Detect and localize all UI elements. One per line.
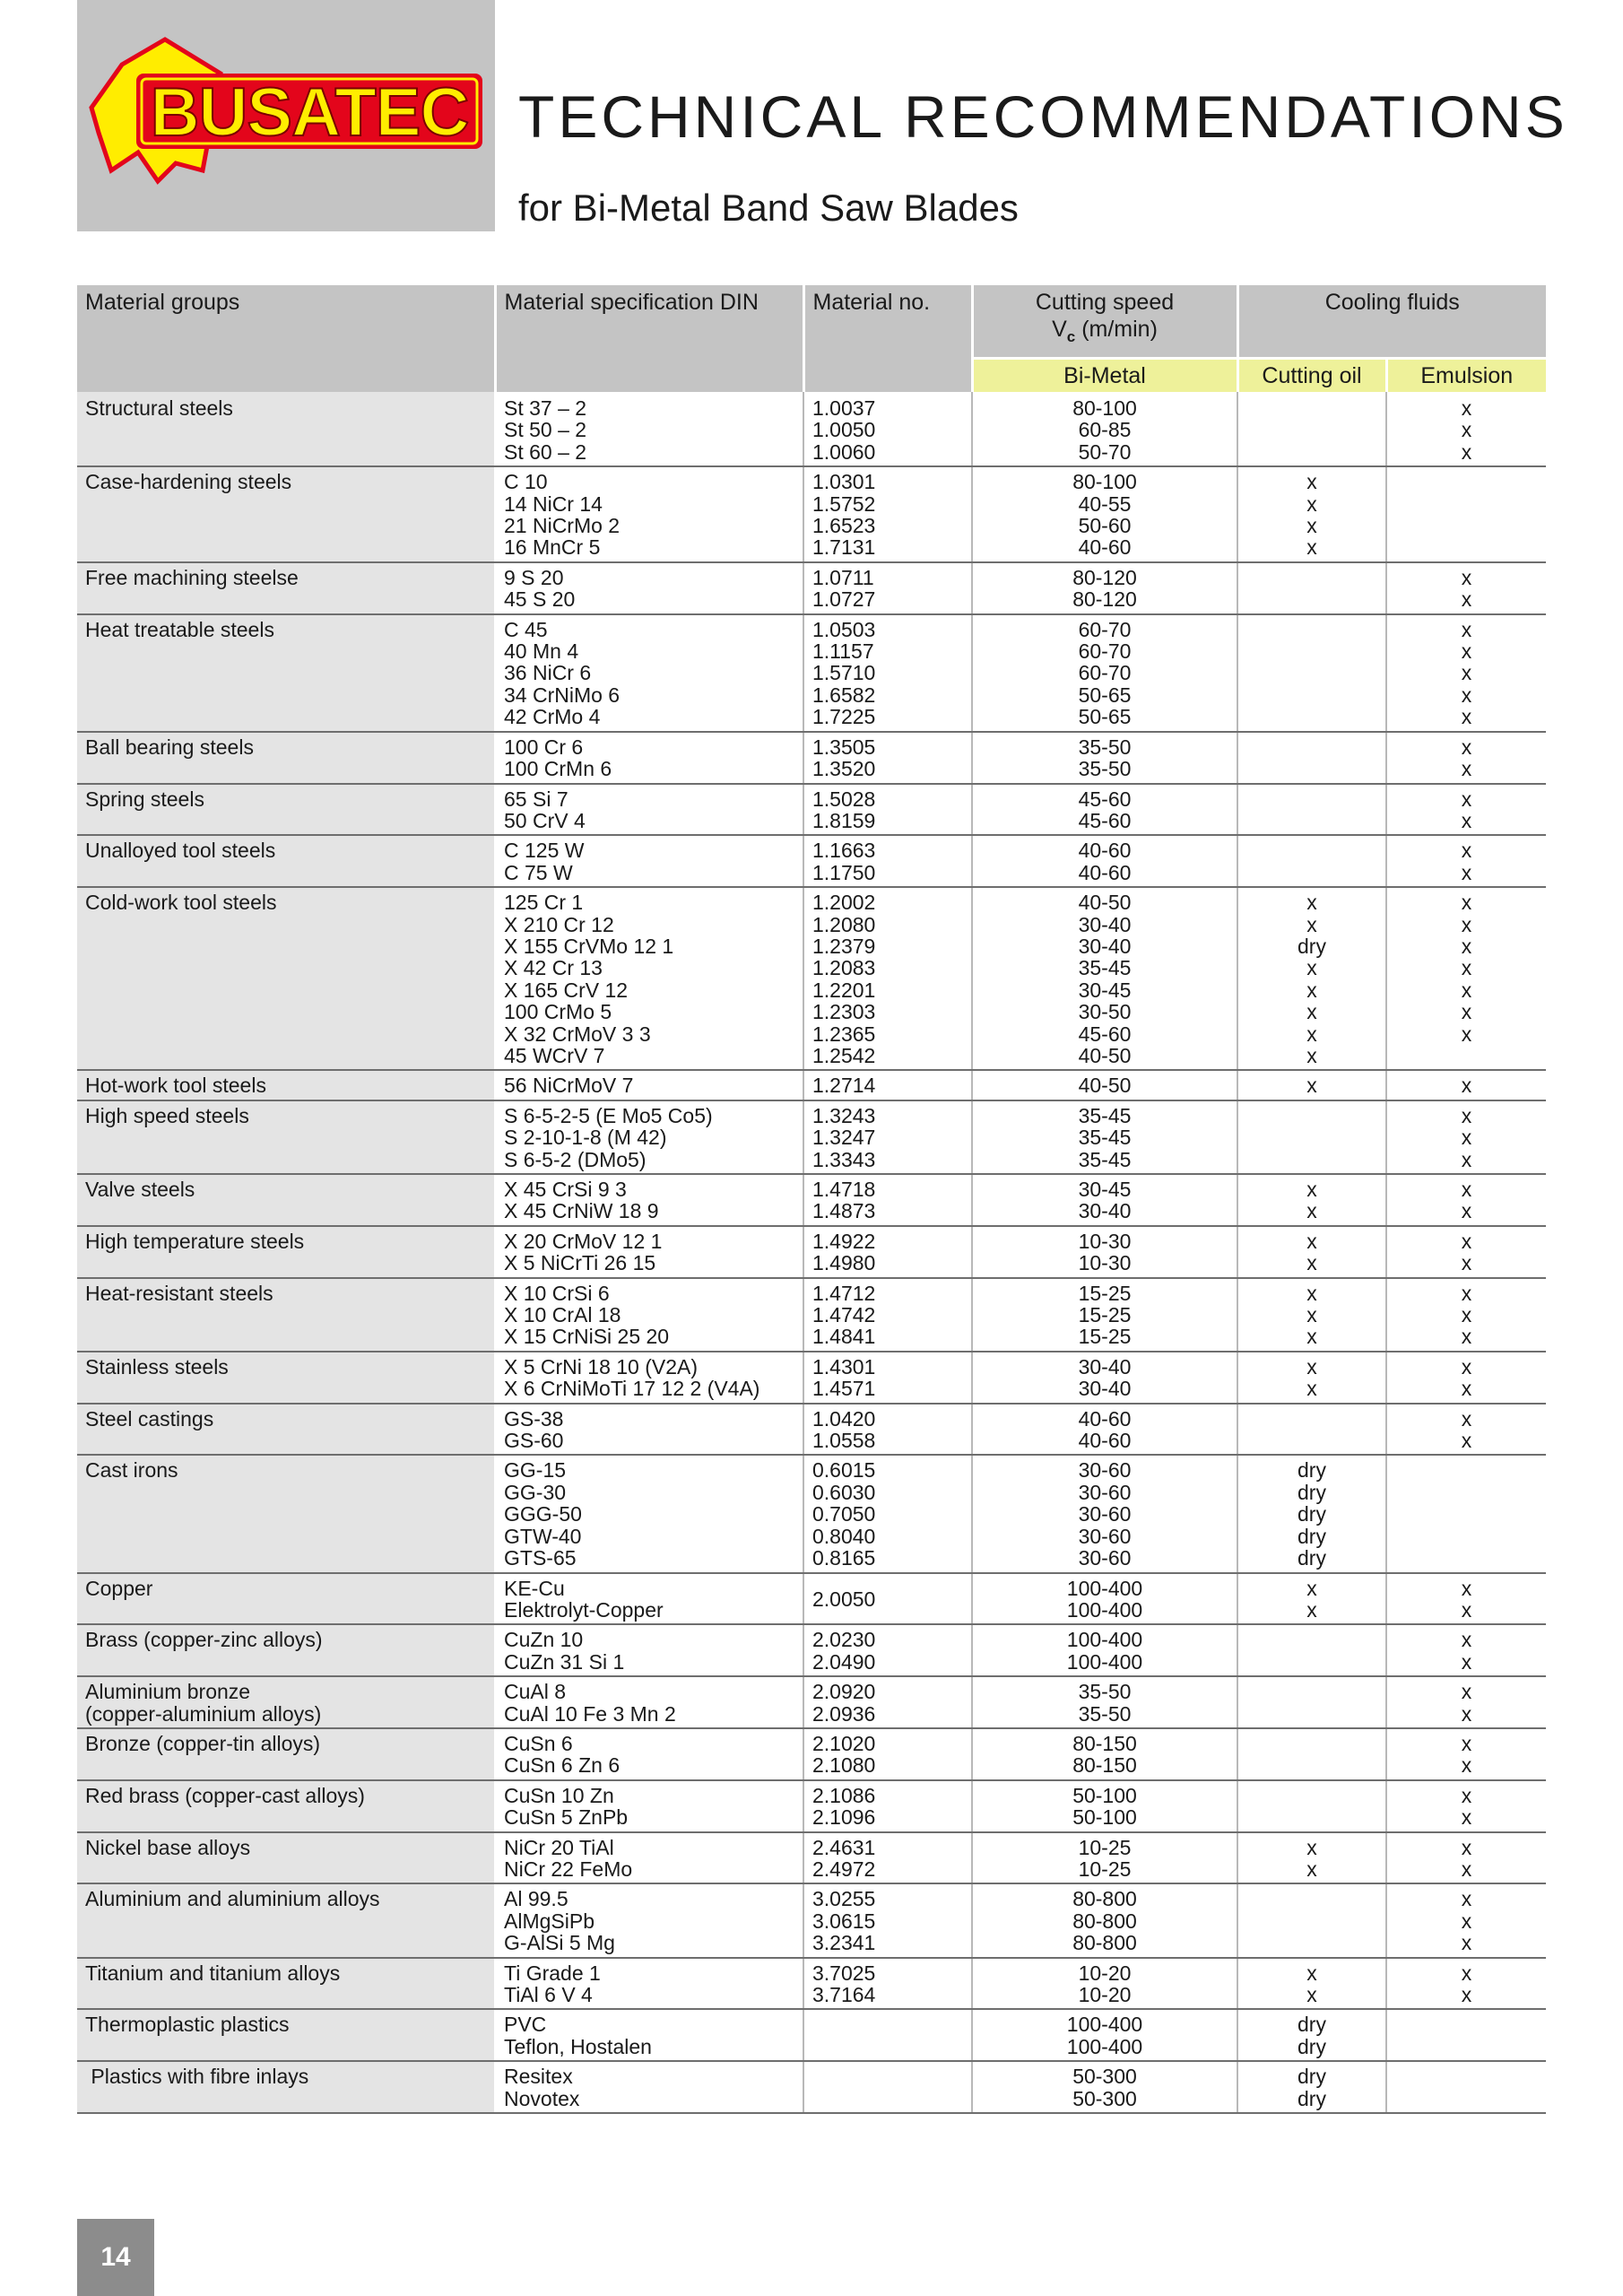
emulsion-cell: x x bbox=[1386, 835, 1546, 887]
cutting-oil-cell: x x bbox=[1237, 1958, 1386, 2010]
material-group-cell: Nickel base alloys bbox=[77, 1832, 495, 1884]
material-group-cell: Spring steels bbox=[77, 784, 495, 836]
material-no-cell: 1.0037 1.0050 1.0060 bbox=[803, 392, 972, 466]
table-row bbox=[77, 1883, 1546, 1957]
emulsion-cell: x x bbox=[1386, 1352, 1546, 1404]
material-group-cell: Red brass (copper-cast alloys) bbox=[77, 1780, 495, 1832]
cutting-speed-cell: 15-25 15-25 15-25 bbox=[972, 1278, 1237, 1352]
cutting-speed-cell: 35-50 35-50 bbox=[972, 1676, 1237, 1728]
cutting-speed-cell: 80-150 80-150 bbox=[972, 1728, 1237, 1780]
technical-recommendations-table bbox=[77, 285, 1546, 2114]
material-group-cell: Bronze (copper-tin alloys) bbox=[77, 1728, 495, 1780]
table-row bbox=[77, 1780, 1546, 1832]
cutting-speed-cell: 30-60 30-60 30-60 30-60 30-60 bbox=[972, 1455, 1237, 1572]
emulsion-cell: x x bbox=[1386, 1573, 1546, 1625]
cutting-speed-cell: 40-50 30-40 30-40 35-45 30-45 30-50 45-60 40-50 bbox=[972, 887, 1237, 1070]
emulsion-cell: x x bbox=[1386, 1676, 1546, 1728]
cutting-speed-cell: 10-20 10-20 bbox=[972, 1958, 1237, 2010]
cutting-oil-cell: x x dry x x x x x bbox=[1237, 887, 1386, 1070]
header-cutting-oil: Cutting oil bbox=[1237, 359, 1386, 393]
material-no-cell: 2.1086 2.1096 bbox=[803, 1780, 972, 1832]
cutting-oil-cell bbox=[1237, 732, 1386, 784]
cutting-speed-cell: 30-45 30-40 bbox=[972, 1174, 1237, 1226]
table-row bbox=[77, 1624, 1546, 1676]
cutting-oil-cell: x x x x bbox=[1237, 466, 1386, 562]
material-group-cell: Hot-work tool steels bbox=[77, 1070, 495, 1100]
emulsion-cell: x x bbox=[1386, 732, 1546, 784]
table-row bbox=[77, 887, 1546, 1070]
material-no-cell: 3.0255 3.0615 3.2341 bbox=[803, 1883, 972, 1957]
cutting-speed-cell: 80-100 60-85 50-70 bbox=[972, 392, 1237, 466]
header-cutting-speed bbox=[972, 285, 1237, 359]
table-row bbox=[77, 732, 1546, 784]
material-group-cell: Stainless steels bbox=[77, 1352, 495, 1404]
table-row bbox=[77, 1676, 1546, 1728]
svg-text:BUSATEC: BUSATEC bbox=[150, 74, 469, 151]
material-group-cell: Cast irons bbox=[77, 1455, 495, 1572]
header-material-spec: Material specification DIN bbox=[495, 285, 803, 392]
header-cutting-speed-unit: $V_c$ (m/min) bbox=[1052, 317, 1158, 345]
material-no-cell: 1.0711 1.0727 bbox=[803, 562, 972, 614]
header-bi-metal: Bi-Metal bbox=[972, 359, 1237, 393]
cutting-oil-cell bbox=[1237, 1883, 1386, 1957]
cutting-oil-cell bbox=[1237, 1100, 1386, 1174]
material-no-cell: 2.0050 bbox=[803, 1573, 972, 1625]
cutting-oil-cell: x x bbox=[1237, 1832, 1386, 1884]
header-material-no: Material no. bbox=[803, 285, 972, 392]
material-spec-cell: C 45 40 Mn 4 36 NiCr 6 34 CrNiMo 6 42 CrMo 4 bbox=[495, 614, 803, 732]
emulsion-cell: x x bbox=[1386, 1780, 1546, 1832]
cutting-oil-cell bbox=[1237, 1404, 1386, 1456]
table-body bbox=[77, 392, 1546, 2113]
page-subtitle: for Bi-Metal Band Saw Blades bbox=[518, 187, 1019, 229]
material-no-cell: 1.4712 1.4742 1.4841 bbox=[803, 1278, 972, 1352]
material-group-cell: Structural steels bbox=[77, 392, 495, 466]
cutting-speed-cell: 10-25 10-25 bbox=[972, 1832, 1237, 1884]
table-row bbox=[77, 1100, 1546, 1174]
table-row bbox=[77, 1728, 1546, 1780]
cutting-speed-cell: 60-70 60-70 60-70 50-65 50-65 bbox=[972, 614, 1237, 732]
material-no-cell: 1.3243 1.3247 1.3343 bbox=[803, 1100, 972, 1174]
emulsion-cell bbox=[1386, 2009, 1546, 2061]
emulsion-cell: x x x x x bbox=[1386, 614, 1546, 732]
material-group-cell: Free machining steelse bbox=[77, 562, 495, 614]
table-row bbox=[77, 784, 1546, 836]
emulsion-cell: x bbox=[1386, 1070, 1546, 1100]
material-spec-cell: GS-38 GS-60 bbox=[495, 1404, 803, 1456]
material-group-cell: Heat-resistant steels bbox=[77, 1278, 495, 1352]
material-no-cell: 1.4301 1.4571 bbox=[803, 1352, 972, 1404]
cutting-oil-cell bbox=[1237, 1676, 1386, 1728]
emulsion-cell: x x bbox=[1386, 1226, 1546, 1278]
cutting-oil-cell: x x bbox=[1237, 1352, 1386, 1404]
table-row bbox=[77, 392, 1546, 466]
material-no-cell bbox=[803, 2009, 972, 2061]
material-spec-cell: CuSn 10 Zn CuSn 5 ZnPb bbox=[495, 1780, 803, 1832]
emulsion-cell: x x bbox=[1386, 1174, 1546, 1226]
cutting-speed-cell: 40-60 40-60 bbox=[972, 1404, 1237, 1456]
material-no-cell: 2.1020 2.1080 bbox=[803, 1728, 972, 1780]
material-spec-cell: Ti Grade 1 TiAl 6 V 4 bbox=[495, 1958, 803, 2010]
emulsion-cell: x x bbox=[1386, 1728, 1546, 1780]
emulsion-cell bbox=[1386, 466, 1546, 562]
material-spec-cell: CuAl 8 CuAl 10 Fe 3 Mn 2 bbox=[495, 1676, 803, 1728]
table-row bbox=[77, 835, 1546, 887]
header-cutting-speed-label: Cutting speed bbox=[1035, 290, 1175, 315]
cutting-oil-cell: x x x bbox=[1237, 1278, 1386, 1352]
material-no-cell: 1.2714 bbox=[803, 1070, 972, 1100]
material-no-cell: 1.0301 1.5752 1.6523 1.7131 bbox=[803, 466, 972, 562]
cutting-speed-cell: 80-100 40-55 50-60 40-60 bbox=[972, 466, 1237, 562]
material-no-cell: 1.5028 1.8159 bbox=[803, 784, 972, 836]
cutting-oil-cell bbox=[1237, 784, 1386, 836]
material-spec-cell: 56 NiCrMoV 7 bbox=[495, 1070, 803, 1100]
cutting-oil-cell: x bbox=[1237, 1070, 1386, 1100]
emulsion-cell: x x bbox=[1386, 784, 1546, 836]
material-group-cell: Brass (copper-zinc alloys) bbox=[77, 1624, 495, 1676]
table-row bbox=[77, 466, 1546, 562]
emulsion-cell: x x x x x x x bbox=[1386, 887, 1546, 1070]
cutting-oil-cell: x x bbox=[1237, 1573, 1386, 1625]
cutting-oil-cell bbox=[1237, 1624, 1386, 1676]
material-no-cell: 1.0420 1.0558 bbox=[803, 1404, 972, 1456]
emulsion-cell bbox=[1386, 1455, 1546, 1572]
cutting-speed-cell: 80-800 80-800 80-800 bbox=[972, 1883, 1237, 1957]
table-row bbox=[77, 2061, 1546, 2113]
table-row bbox=[77, 1455, 1546, 1572]
emulsion-cell: x x bbox=[1386, 1404, 1546, 1456]
cutting-oil-cell: dry dry bbox=[1237, 2009, 1386, 2061]
table-row bbox=[77, 1352, 1546, 1404]
material-no-cell: 3.7025 3.7164 bbox=[803, 1958, 972, 2010]
emulsion-cell: x x x bbox=[1386, 1100, 1546, 1174]
material-spec-cell: 125 Cr 1 X 210 Cr 12 X 155 CrVMo 12 1 X 42 Cr 13 X 165 CrV 12 100 CrMo 5 X 32 CrMoV 3 3 45 WCrV 7 bbox=[495, 887, 803, 1070]
logo-panel bbox=[77, 0, 495, 231]
cutting-speed-cell: 10-30 10-30 bbox=[972, 1226, 1237, 1278]
emulsion-cell: x x bbox=[1386, 562, 1546, 614]
material-spec-cell: PVC Teflon, Hostalen bbox=[495, 2009, 803, 2061]
material-no-cell: 1.2002 1.2080 1.2379 1.2083 1.2201 1.2303 1.2365 1.2542 bbox=[803, 887, 972, 1070]
table-row bbox=[77, 562, 1546, 614]
cutting-speed-cell: 50-100 50-100 bbox=[972, 1780, 1237, 1832]
material-group-cell: High speed steels bbox=[77, 1100, 495, 1174]
emulsion-cell bbox=[1386, 2061, 1546, 2113]
material-no-cell: 1.4718 1.4873 bbox=[803, 1174, 972, 1226]
material-spec-cell: KE-Cu Elektrolyt-Copper bbox=[495, 1573, 803, 1625]
material-group-cell: Heat treatable steels bbox=[77, 614, 495, 732]
material-no-cell: 1.1663 1.1750 bbox=[803, 835, 972, 887]
table-row bbox=[77, 1958, 1546, 2010]
page-title: TECHNICAL RECOMMENDATIONS bbox=[518, 83, 1568, 150]
material-spec-cell: Al 99.5 AlMgSiPb G-AlSi 5 Mg bbox=[495, 1883, 803, 1957]
material-spec-cell: X 5 CrNi 18 10 (V2A) X 6 CrNiMoTi 17 12 2 (V4A) bbox=[495, 1352, 803, 1404]
cutting-oil-cell bbox=[1237, 1780, 1386, 1832]
table-row bbox=[77, 1278, 1546, 1352]
material-spec-cell: CuSn 6 CuSn 6 Zn 6 bbox=[495, 1728, 803, 1780]
material-spec-cell: Resitex Novotex bbox=[495, 2061, 803, 2113]
cutting-speed-cell: 50-300 50-300 bbox=[972, 2061, 1237, 2113]
page-number: 14 bbox=[77, 2219, 154, 2296]
material-group-cell: Case-hardening steels bbox=[77, 466, 495, 562]
table-row bbox=[77, 614, 1546, 732]
material-spec-cell: S 6-5-2-5 (E Mo5 Co5) S 2-10-1-8 (M 42) S 6-5-2 (DMo5) bbox=[495, 1100, 803, 1174]
cutting-oil-cell bbox=[1237, 562, 1386, 614]
material-spec-cell: X 10 CrSi 6 X 10 CrAl 18 X 15 CrNiSi 25 20 bbox=[495, 1278, 803, 1352]
material-group-cell: Copper bbox=[77, 1573, 495, 1625]
material-no-cell: 1.3505 1.3520 bbox=[803, 732, 972, 784]
cutting-speed-cell: 35-50 35-50 bbox=[972, 732, 1237, 784]
material-no-cell: 2.0230 2.0490 bbox=[803, 1624, 972, 1676]
material-group-cell: Steel castings bbox=[77, 1404, 495, 1456]
material-spec-cell: 100 Cr 6 100 CrMn 6 bbox=[495, 732, 803, 784]
cutting-speed-cell: 45-60 45-60 bbox=[972, 784, 1237, 836]
emulsion-cell: x x x bbox=[1386, 392, 1546, 466]
table-row bbox=[77, 1226, 1546, 1278]
material-group-cell: Titanium and titanium alloys bbox=[77, 1958, 495, 2010]
emulsion-cell: x x bbox=[1386, 1624, 1546, 1676]
emulsion-cell: x x bbox=[1386, 1832, 1546, 1884]
busatec-logo bbox=[86, 36, 490, 188]
material-spec-cell: X 45 CrSi 9 3 X 45 CrNiW 18 9 bbox=[495, 1174, 803, 1226]
cutting-oil-cell: dry dry dry dry dry bbox=[1237, 1455, 1386, 1572]
table-row bbox=[77, 1070, 1546, 1100]
header-material-groups: Material groups bbox=[77, 285, 495, 392]
material-no-cell: 2.0920 2.0936 bbox=[803, 1676, 972, 1728]
cutting-oil-cell bbox=[1237, 835, 1386, 887]
cutting-speed-cell: 100-400 100-400 bbox=[972, 1624, 1237, 1676]
material-spec-cell: CuZn 10 CuZn 31 Si 1 bbox=[495, 1624, 803, 1676]
material-spec-cell: C 125 W C 75 W bbox=[495, 835, 803, 887]
material-no-cell: 1.0503 1.1157 1.5710 1.6582 1.7225 bbox=[803, 614, 972, 732]
material-spec-cell: C 10 14 NiCr 14 21 NiCrMo 2 16 MnCr 5 bbox=[495, 466, 803, 562]
material-spec-cell: 9 S 20 45 S 20 bbox=[495, 562, 803, 614]
cutting-oil-cell: x x bbox=[1237, 1174, 1386, 1226]
material-group-cell: Thermoplastic plastics bbox=[77, 2009, 495, 2061]
table-row bbox=[77, 1832, 1546, 1884]
material-group-cell: Cold-work tool steels bbox=[77, 887, 495, 1070]
material-no-cell: 2.4631 2.4972 bbox=[803, 1832, 972, 1884]
cutting-speed-cell: 40-60 40-60 bbox=[972, 835, 1237, 887]
material-no-cell: 0.6015 0.6030 0.7050 0.8040 0.8165 bbox=[803, 1455, 972, 1572]
material-no-cell: 1.4922 1.4980 bbox=[803, 1226, 972, 1278]
emulsion-cell: x x x bbox=[1386, 1278, 1546, 1352]
material-spec-cell: 65 Si 7 50 CrV 4 bbox=[495, 784, 803, 836]
material-group-cell: Ball bearing steels bbox=[77, 732, 495, 784]
material-group-cell: Plastics with fibre inlays bbox=[77, 2061, 495, 2113]
material-group-cell: High temperature steels bbox=[77, 1226, 495, 1278]
cutting-oil-cell: x x bbox=[1237, 1226, 1386, 1278]
cutting-oil-cell: dry dry bbox=[1237, 2061, 1386, 2113]
cutting-oil-cell bbox=[1237, 614, 1386, 732]
material-spec-cell: X 20 CrMoV 12 1 X 5 NiCrTi 26 15 bbox=[495, 1226, 803, 1278]
header-cooling-fluids: Cooling fluids bbox=[1237, 285, 1546, 359]
material-group-cell: Aluminium and aluminium alloys bbox=[77, 1883, 495, 1957]
material-spec-cell: St 37 – 2 St 50 – 2 St 60 – 2 bbox=[495, 392, 803, 466]
material-group-cell: Unalloyed tool steels bbox=[77, 835, 495, 887]
cutting-oil-cell bbox=[1237, 1728, 1386, 1780]
table-row bbox=[77, 1573, 1546, 1625]
material-no-cell bbox=[803, 2061, 972, 2113]
material-group-cell: Valve steels bbox=[77, 1174, 495, 1226]
header-emulsion: Emulsion bbox=[1386, 359, 1546, 393]
emulsion-cell: x x bbox=[1386, 1958, 1546, 2010]
cutting-speed-cell: 100-400 100-400 bbox=[972, 2009, 1237, 2061]
cutting-oil-cell bbox=[1237, 392, 1386, 466]
material-group-cell: Aluminium bronze (copper-aluminium alloys) bbox=[77, 1676, 495, 1728]
table-row bbox=[77, 1404, 1546, 1456]
cutting-speed-cell: 40-50 bbox=[972, 1070, 1237, 1100]
table-row bbox=[77, 1174, 1546, 1226]
emulsion-cell: x x x bbox=[1386, 1883, 1546, 1957]
material-spec-cell: GG-15 GG-30 GGG-50 GTW-40 GTS-65 bbox=[495, 1455, 803, 1572]
cutting-speed-cell: 35-45 35-45 35-45 bbox=[972, 1100, 1237, 1174]
table-row bbox=[77, 2009, 1546, 2061]
cutting-speed-cell: 30-40 30-40 bbox=[972, 1352, 1237, 1404]
cutting-speed-cell: 100-400 100-400 bbox=[972, 1573, 1237, 1625]
material-spec-cell: NiCr 20 TiAl NiCr 22 FeMo bbox=[495, 1832, 803, 1884]
cutting-speed-cell: 80-120 80-120 bbox=[972, 562, 1237, 614]
